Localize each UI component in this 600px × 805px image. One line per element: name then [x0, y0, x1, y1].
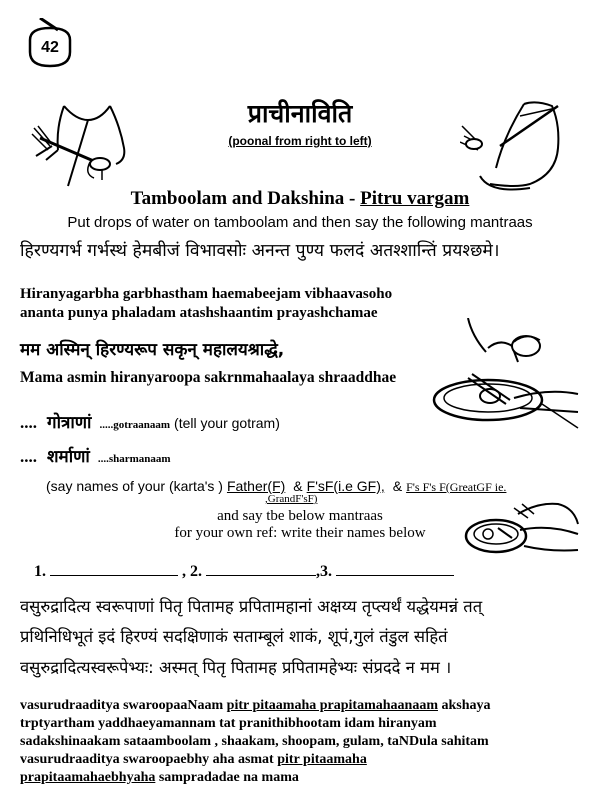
- names-prefix: (say names of your (karta's ): [46, 478, 223, 494]
- mantra1-translit-line2: ananta punya phaladam atashshaantim prayashchamae: [20, 305, 378, 321]
- names-greatgrandfather-cont: ,GrandF'sF): [265, 493, 318, 505]
- and-say-text: and say tbe below mantraas: [217, 508, 383, 524]
- mantra3-translit-line2: trptyartham yaddhaeyamannam tat pranithibhootam idam hiranyam: [20, 716, 437, 731]
- section-title-pitru: Pitru vargam: [360, 188, 470, 209]
- mantra2-sanskrit: मम अस्मिन् हिरण्यरूप सकृन् महालयश्राद्धे,: [20, 340, 285, 360]
- mantra3-translit-line3: sadakshinaakam sataamboolam , shaakam, shoopam, gulam, taNDula sahitam: [20, 734, 489, 749]
- offering-plate-illustration: [458, 494, 580, 566]
- gotra-line: [20, 410, 280, 433]
- gotra-sanskrit: गोत्राणां: [47, 413, 92, 433]
- section-title-main: Tamboolam and Dakshina -: [130, 188, 361, 209]
- heading-sanskrit: प्राचीनाविति: [247, 99, 353, 128]
- instruction-text: Put drops of water on tamboolam and then say the following mantraas: [67, 214, 533, 231]
- section-title: [0, 188, 600, 210]
- blank-label-3: ,3.: [316, 563, 332, 580]
- mantra3-translit-1a: vasurudraaditya swaroopaaNaam: [20, 698, 227, 713]
- mantra3-translit-5b: sampradadae na mama: [155, 770, 299, 785]
- blank-label-2: , 2.: [182, 563, 202, 580]
- names-grandfather: F'sF(i.e GF),: [306, 478, 385, 494]
- mantra3-translit-5u: prapitaamahaebhyaha: [20, 770, 156, 785]
- mantra3-sanskrit-line1: वसुरुद्रादित्य स्वरूपाणां पितृ पितामह प्रपितामहानां अक्षय्य तृप्त्यर्थं यद्धेयमन्नं तत्: [20, 597, 483, 616]
- page-number: 42: [41, 39, 59, 56]
- mantra3-translit-line1: [20, 698, 491, 714]
- for-ref-text: for your own ref: write their names below: [174, 525, 426, 541]
- mantra1-sanskrit: हिरण्यगर्भ गर्भस्थं हेमबीजं विभावसोः अनन्त पुण्य फलदं अतश्शान्तिं प्रयश्छमे।: [20, 241, 500, 261]
- sharma-sanskrit: शर्माणां: [47, 447, 90, 467]
- gotra-translit: .....gotraanaam: [99, 419, 171, 431]
- name-blanks: [34, 561, 454, 581]
- tamboolam-plate-illustration: [428, 318, 580, 436]
- mantra3-translit-line5: [20, 770, 299, 786]
- mantra2-translit: Mama asmin hiranyaroopa sakrnmahaalaya shraaddhae: [20, 369, 397, 386]
- blank-label-1: 1.: [34, 563, 46, 580]
- mantra3-sanskrit-line2: प्रथिनिधिभूतं इदं हिरण्यं सदक्षिणाकं सताम्बूलं शाकं, शूपं,गुलं तंडुल सहितं: [20, 627, 448, 646]
- heading-note: (poonal from right to left): [228, 134, 372, 148]
- blank-field-1[interactable]: [50, 561, 178, 576]
- mantra3-translit-1b: akshaya: [437, 698, 491, 713]
- gotra-dots: ....: [20, 413, 37, 432]
- mantra1-translit-line1: Hiranyagarbha garbhastham haemabeejam vibhaavasoho: [20, 286, 393, 302]
- mantra3-translit-4u: pitr pitaamaha: [277, 752, 367, 767]
- sharma-translit: ....sharmanaam: [97, 453, 171, 465]
- sharma-line: [20, 444, 171, 467]
- page-number-badge: [24, 18, 76, 70]
- sharma-dots: ....: [20, 447, 37, 466]
- blank-field-2[interactable]: [206, 561, 316, 576]
- mantra3-translit-line4: [20, 752, 367, 768]
- names-father: Father(F): [226, 478, 286, 494]
- names-amp1: &: [293, 478, 303, 494]
- blank-field-3[interactable]: [336, 561, 454, 576]
- names-amp2: &: [392, 478, 403, 494]
- names-greatgrandfather: F's F's F(GreatGF ie.: [406, 480, 507, 494]
- mantra3-translit-1u: pitr pitaamaha prapitamahaanaam: [226, 698, 438, 713]
- mantra3-translit-4a: vasurudraaditya swaroopaebhy aha asmat: [20, 752, 278, 767]
- mantra3-sanskrit-line3: वसुरुद्रादित्यस्वरूपेभ्यः: अस्मत् पितृ पितामह प्रपितामहेभ्यः संप्रददे न मम ।: [20, 658, 452, 677]
- gotra-note: (tell your gotram): [174, 415, 280, 431]
